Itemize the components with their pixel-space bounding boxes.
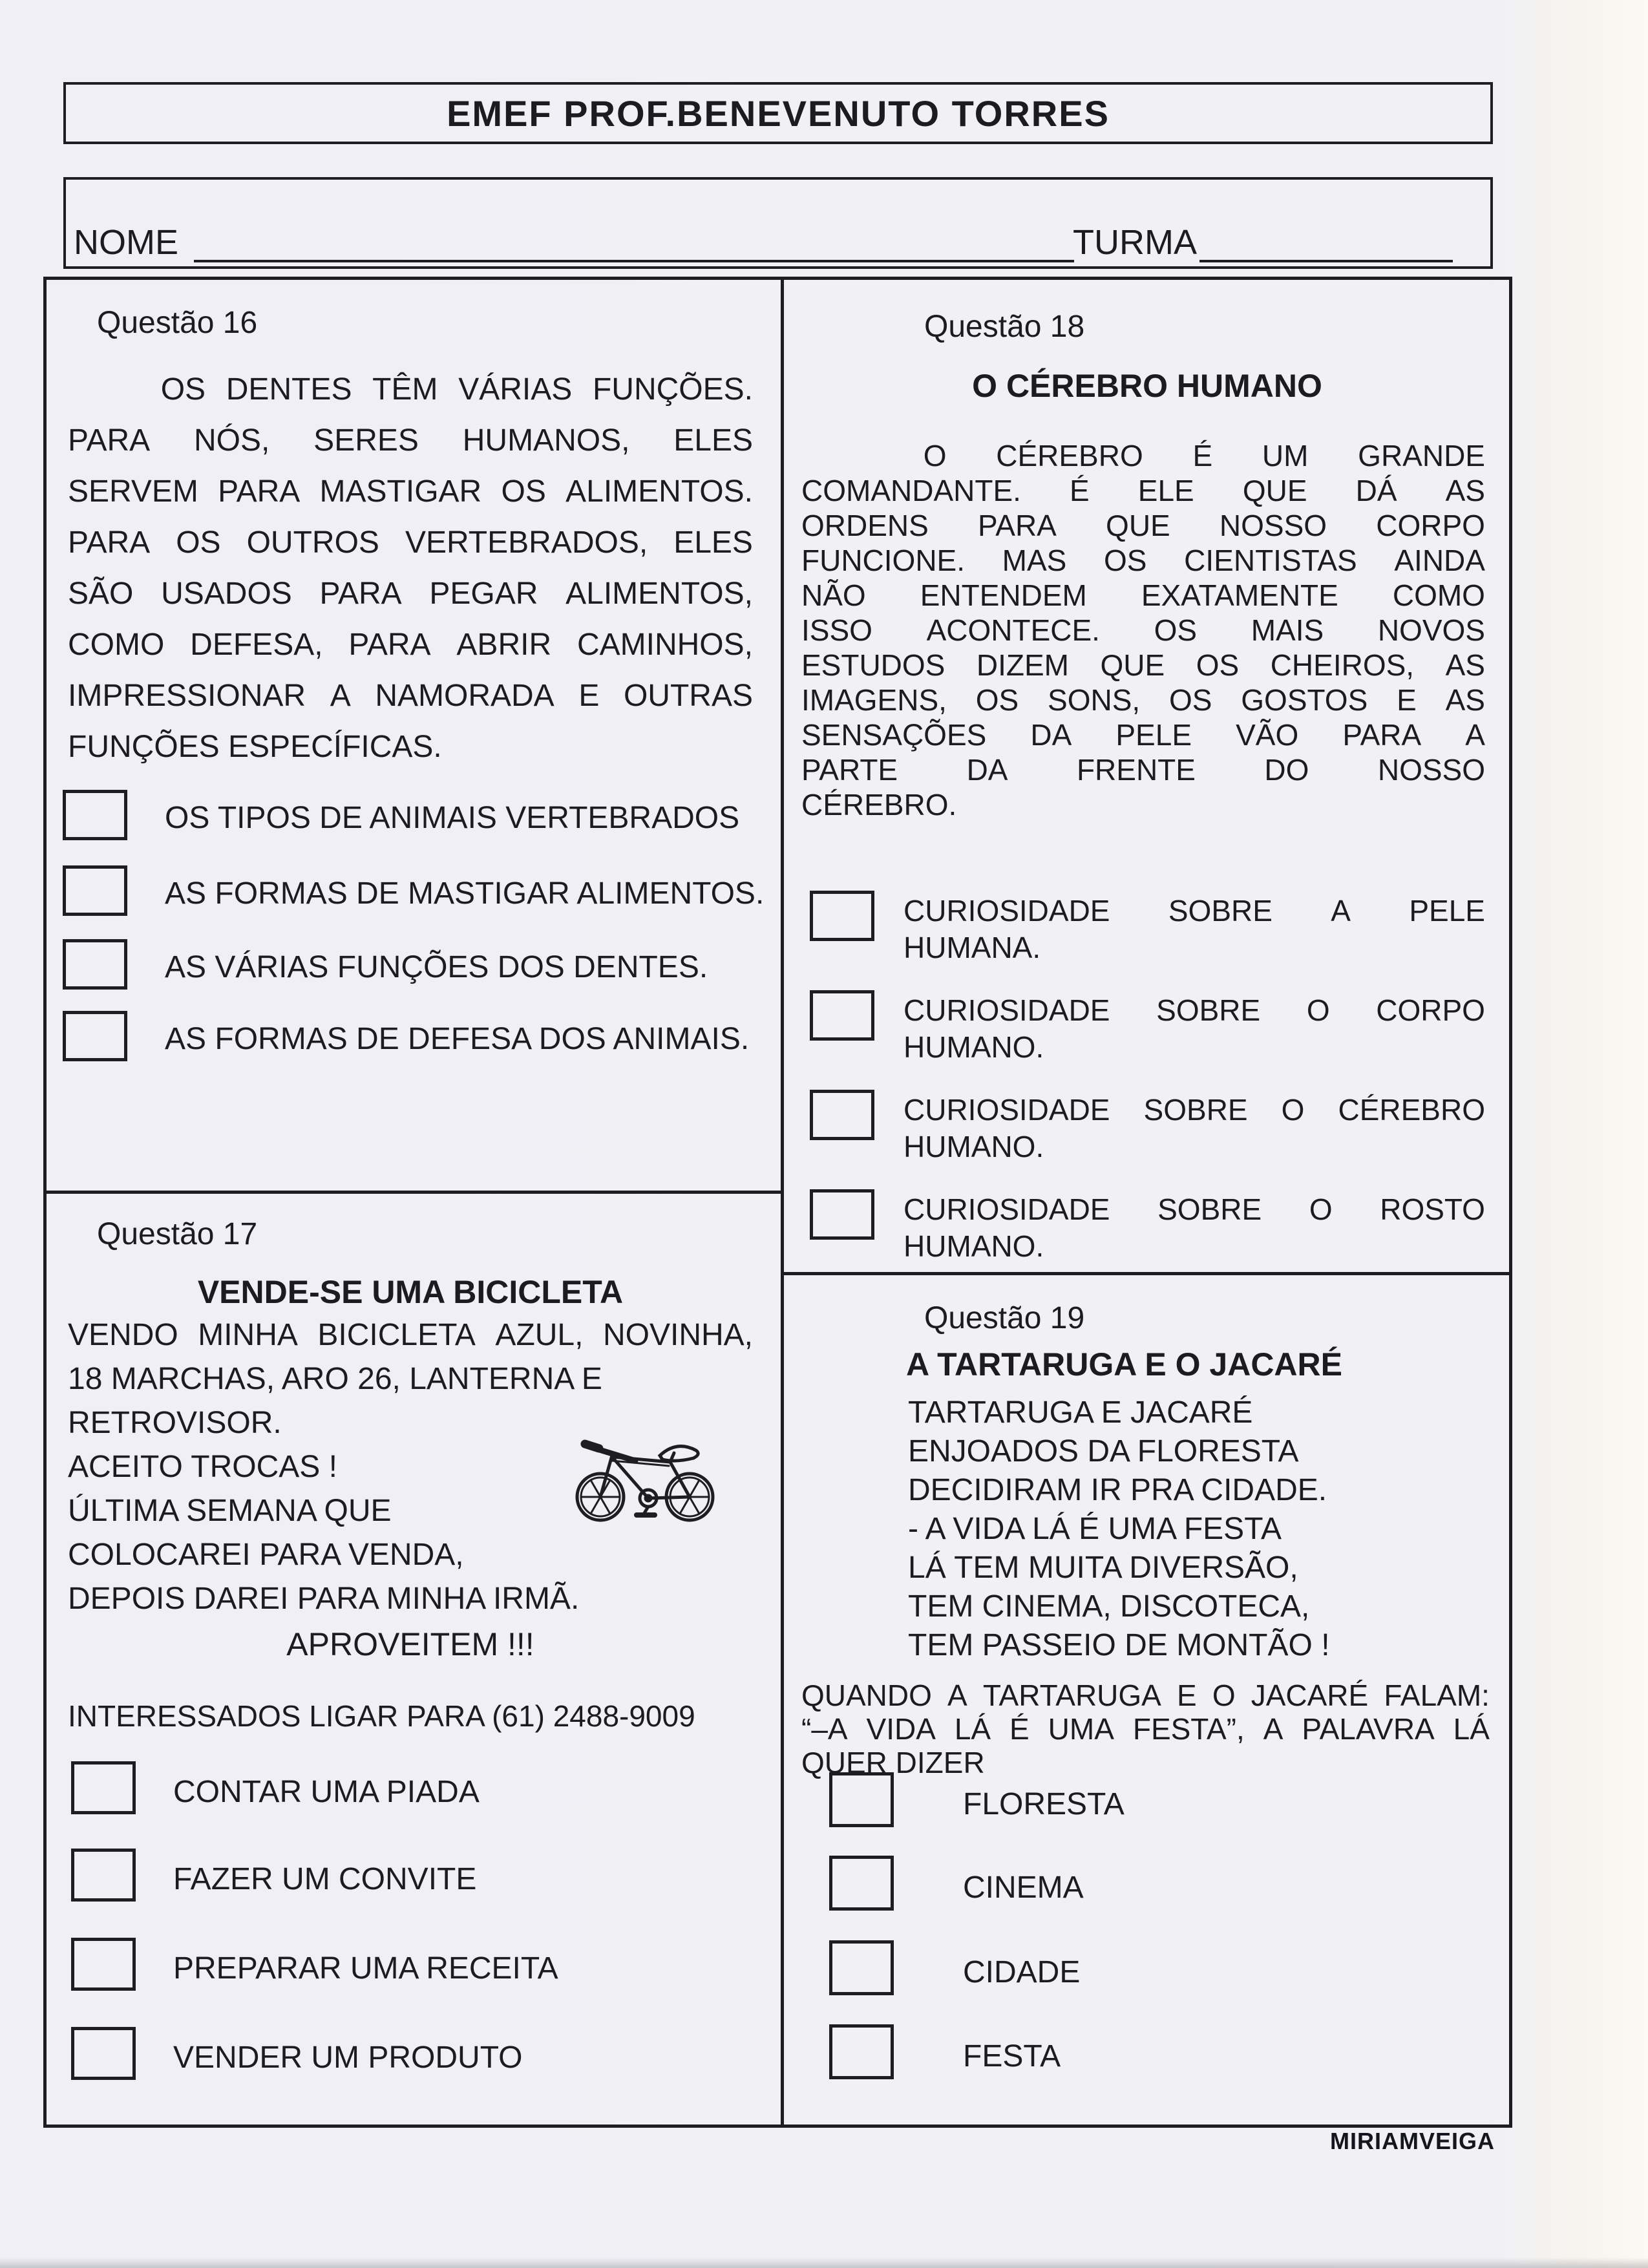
question-19-title: A TARTARUGA E O JACARÉ bbox=[906, 1346, 1342, 1383]
answer-checkbox-q18-c[interactable] bbox=[810, 1090, 874, 1140]
text-line: TARTARUGA E JACARÉ bbox=[908, 1395, 1253, 1430]
text-line: HUMANO. bbox=[903, 1229, 1044, 1263]
answer-checkbox-q16-c[interactable] bbox=[63, 939, 127, 990]
option-label bbox=[903, 1192, 1485, 1266]
answer-checkbox-q16-d[interactable] bbox=[63, 1011, 127, 1061]
text-line: FUNÇÕES ESPECÍFICAS. bbox=[68, 730, 442, 764]
text-line: CURIOSIDADE SOBRE O CORPO bbox=[903, 993, 1485, 1027]
text-line: IMPRESSIONAR A NAMORADA E OUTRAS bbox=[68, 679, 753, 713]
text-line: O CÉREBRO É UM GRANDE bbox=[923, 439, 1485, 472]
answer-checkbox-q18-a[interactable] bbox=[810, 891, 874, 941]
option-label: CIDADE bbox=[963, 1955, 1081, 1989]
text-line: SERVEM PARA MASTIGAR OS ALIMENTOS. bbox=[68, 474, 753, 509]
answer-checkbox-q17-d[interactable] bbox=[71, 2027, 136, 2080]
question-18-label: Questão 18 bbox=[924, 310, 1085, 344]
text-line: VENDO MINHA BICICLETA AZUL, NOVINHA, bbox=[68, 1318, 753, 1352]
option-label: AS FORMAS DE MASTIGAR ALIMENTOS. bbox=[165, 876, 765, 911]
bicycle-icon bbox=[572, 1422, 721, 1525]
text-line: 18 MARCHAS, ARO 26, LANTERNA E bbox=[68, 1362, 602, 1396]
question-19-poem bbox=[908, 1395, 1490, 1666]
option-label: PREPARAR UMA RECEITA bbox=[173, 1951, 558, 1986]
page-edge-shadow bbox=[0, 2258, 1648, 2268]
text-line: SÃO USADOS PARA PEGAR ALIMENTOS, bbox=[68, 577, 753, 611]
text-line: RETROVISOR. bbox=[68, 1406, 282, 1440]
question-16-label: Questão 16 bbox=[97, 306, 258, 340]
left-row-divider bbox=[47, 1191, 781, 1194]
option-label: OS TIPOS DE ANIMAIS VERTEBRADOS bbox=[165, 801, 740, 835]
option-label: FLORESTA bbox=[963, 1787, 1125, 1821]
text-line: PARA OS OUTROS VERTEBRADOS, ELES bbox=[68, 525, 753, 560]
text-line: CÉREBRO. bbox=[801, 788, 957, 821]
text-line: CURIOSIDADE SOBRE A PELE bbox=[903, 894, 1485, 927]
question-19-question bbox=[801, 1678, 1490, 1779]
option-label bbox=[903, 993, 1485, 1066]
text-line: DECIDIRAM IR PRA CIDADE. bbox=[908, 1473, 1327, 1507]
text-line: LÁ TEM MUITA DIVERSÃO, bbox=[908, 1551, 1298, 1585]
question-18-text bbox=[801, 438, 1485, 822]
right-row-divider bbox=[784, 1272, 1509, 1275]
option-label: FAZER UM CONVITE bbox=[173, 1862, 477, 1896]
option-label: CINEMA bbox=[963, 1871, 1084, 1905]
text-line: ACEITO TROCAS ! bbox=[68, 1450, 337, 1484]
text-line: TEM CINEMA, DISCOTECA, bbox=[908, 1589, 1310, 1624]
answer-checkbox-q17-a[interactable] bbox=[71, 1761, 136, 1814]
text-line: IMAGENS, OS SONS, OS GOSTOS E AS bbox=[801, 683, 1485, 717]
question-18-title: O CÉREBRO HUMANO bbox=[972, 368, 1322, 404]
text-line: “–A VIDA LÁ É UMA FESTA”, A PALAVRA LÁ bbox=[801, 1712, 1490, 1746]
text-line: - A VIDA LÁ É UMA FESTA bbox=[908, 1512, 1282, 1546]
option-label: FESTA bbox=[963, 2039, 1061, 2073]
answer-checkbox-q16-b[interactable] bbox=[63, 865, 127, 916]
question-17-cta: APROVEITEM !!! bbox=[286, 1626, 534, 1662]
answer-checkbox-q17-b[interactable] bbox=[71, 1849, 136, 1902]
column-divider bbox=[781, 280, 784, 2125]
text-line: ISSO ACONTECE. OS MAIS NOVOS bbox=[801, 613, 1485, 647]
name-blank-line[interactable] bbox=[194, 260, 1074, 262]
text-line: OS DENTES TÊM VÁRIAS FUNÇÕES. bbox=[160, 372, 753, 407]
text-line: TEM PASSEIO DE MONTÃO ! bbox=[908, 1628, 1330, 1662]
text-line: HUMANO. bbox=[903, 1030, 1044, 1064]
school-title: EMEF PROF.BENEVENUTO TORRES bbox=[447, 92, 1110, 134]
answer-checkbox-q17-c[interactable] bbox=[71, 1938, 136, 1991]
option-label bbox=[903, 1092, 1485, 1166]
text-line: QUANDO A TARTARUGA E O JACARÉ FALAM: bbox=[801, 1679, 1490, 1712]
student-info-box bbox=[63, 177, 1493, 269]
question-19-label: Questão 19 bbox=[924, 1301, 1085, 1335]
question-16-text bbox=[68, 372, 753, 780]
text-line: CURIOSIDADE SOBRE O CÉREBRO bbox=[903, 1093, 1485, 1127]
question-17-label: Questão 17 bbox=[97, 1217, 258, 1251]
text-line: ÚLTIMA SEMANA QUE bbox=[68, 1494, 392, 1528]
text-line: ESTUDOS DIZEM QUE OS CHEIROS, AS bbox=[801, 648, 1485, 682]
question-17-phone-line: INTERESSADOS LIGAR PARA (61) 2488-9009 bbox=[68, 1699, 695, 1733]
text-line: HUMANO. bbox=[903, 1130, 1044, 1163]
question-17-title: VENDE-SE UMA BICICLETA bbox=[197, 1274, 624, 1310]
text-line: SENSAÇÕES DA PELE VÃO PARA A bbox=[801, 718, 1485, 752]
answer-checkbox-q19-c[interactable] bbox=[829, 1940, 894, 1995]
option-label: VENDER UM PRODUTO bbox=[173, 2040, 523, 2075]
class-blank-line[interactable] bbox=[1199, 260, 1453, 262]
text-line: PARTE DA FRENTE DO NOSSO bbox=[801, 753, 1485, 787]
text-line: DEPOIS DAREI PARA MINHA IRMÃ. bbox=[68, 1582, 580, 1616]
text-line: COMO DEFESA, PARA ABRIR CAMINHOS, bbox=[68, 628, 753, 662]
text-line: NÃO ENTENDEM EXATAMENTE COMO bbox=[801, 578, 1485, 612]
text-line: QUER DIZER bbox=[801, 1746, 985, 1779]
option-label: AS VÁRIAS FUNÇÕES DOS DENTES. bbox=[165, 950, 708, 984]
text-line: PARA NÓS, SERES HUMANOS, ELES bbox=[68, 423, 753, 458]
option-label: CONTAR UMA PIADA bbox=[173, 1775, 480, 1809]
class-label: TURMA bbox=[1073, 223, 1197, 262]
answer-checkbox-q19-d[interactable] bbox=[829, 2024, 894, 2079]
text-line: COMANDANTE. É ELE QUE DÁ AS bbox=[801, 474, 1485, 507]
text-line: ENJOADOS DA FLORESTA bbox=[908, 1434, 1299, 1468]
answer-checkbox-q18-b[interactable] bbox=[810, 990, 874, 1041]
text-line: ORDENS PARA QUE NOSSO CORPO bbox=[801, 509, 1485, 542]
name-label: NOME bbox=[74, 223, 178, 262]
author-credit: MIRIAMVEIGA bbox=[1330, 2128, 1495, 2154]
option-label bbox=[903, 893, 1485, 967]
text-line: COLOCAREI PARA VENDA, bbox=[68, 1538, 464, 1572]
option-label: AS FORMAS DE DEFESA DOS ANIMAIS. bbox=[165, 1022, 750, 1056]
answer-checkbox-q19-b[interactable] bbox=[829, 1856, 894, 1911]
text-line: HUMANA. bbox=[903, 931, 1041, 964]
answer-checkbox-q16-a[interactable] bbox=[63, 790, 127, 840]
text-line: FUNCIONE. MAS OS CIENTISTAS AINDA bbox=[801, 544, 1485, 577]
answer-checkbox-q19-a[interactable] bbox=[829, 1772, 894, 1827]
text-line: CURIOSIDADE SOBRE O ROSTO bbox=[903, 1192, 1485, 1226]
answer-checkbox-q18-d[interactable] bbox=[810, 1189, 874, 1240]
